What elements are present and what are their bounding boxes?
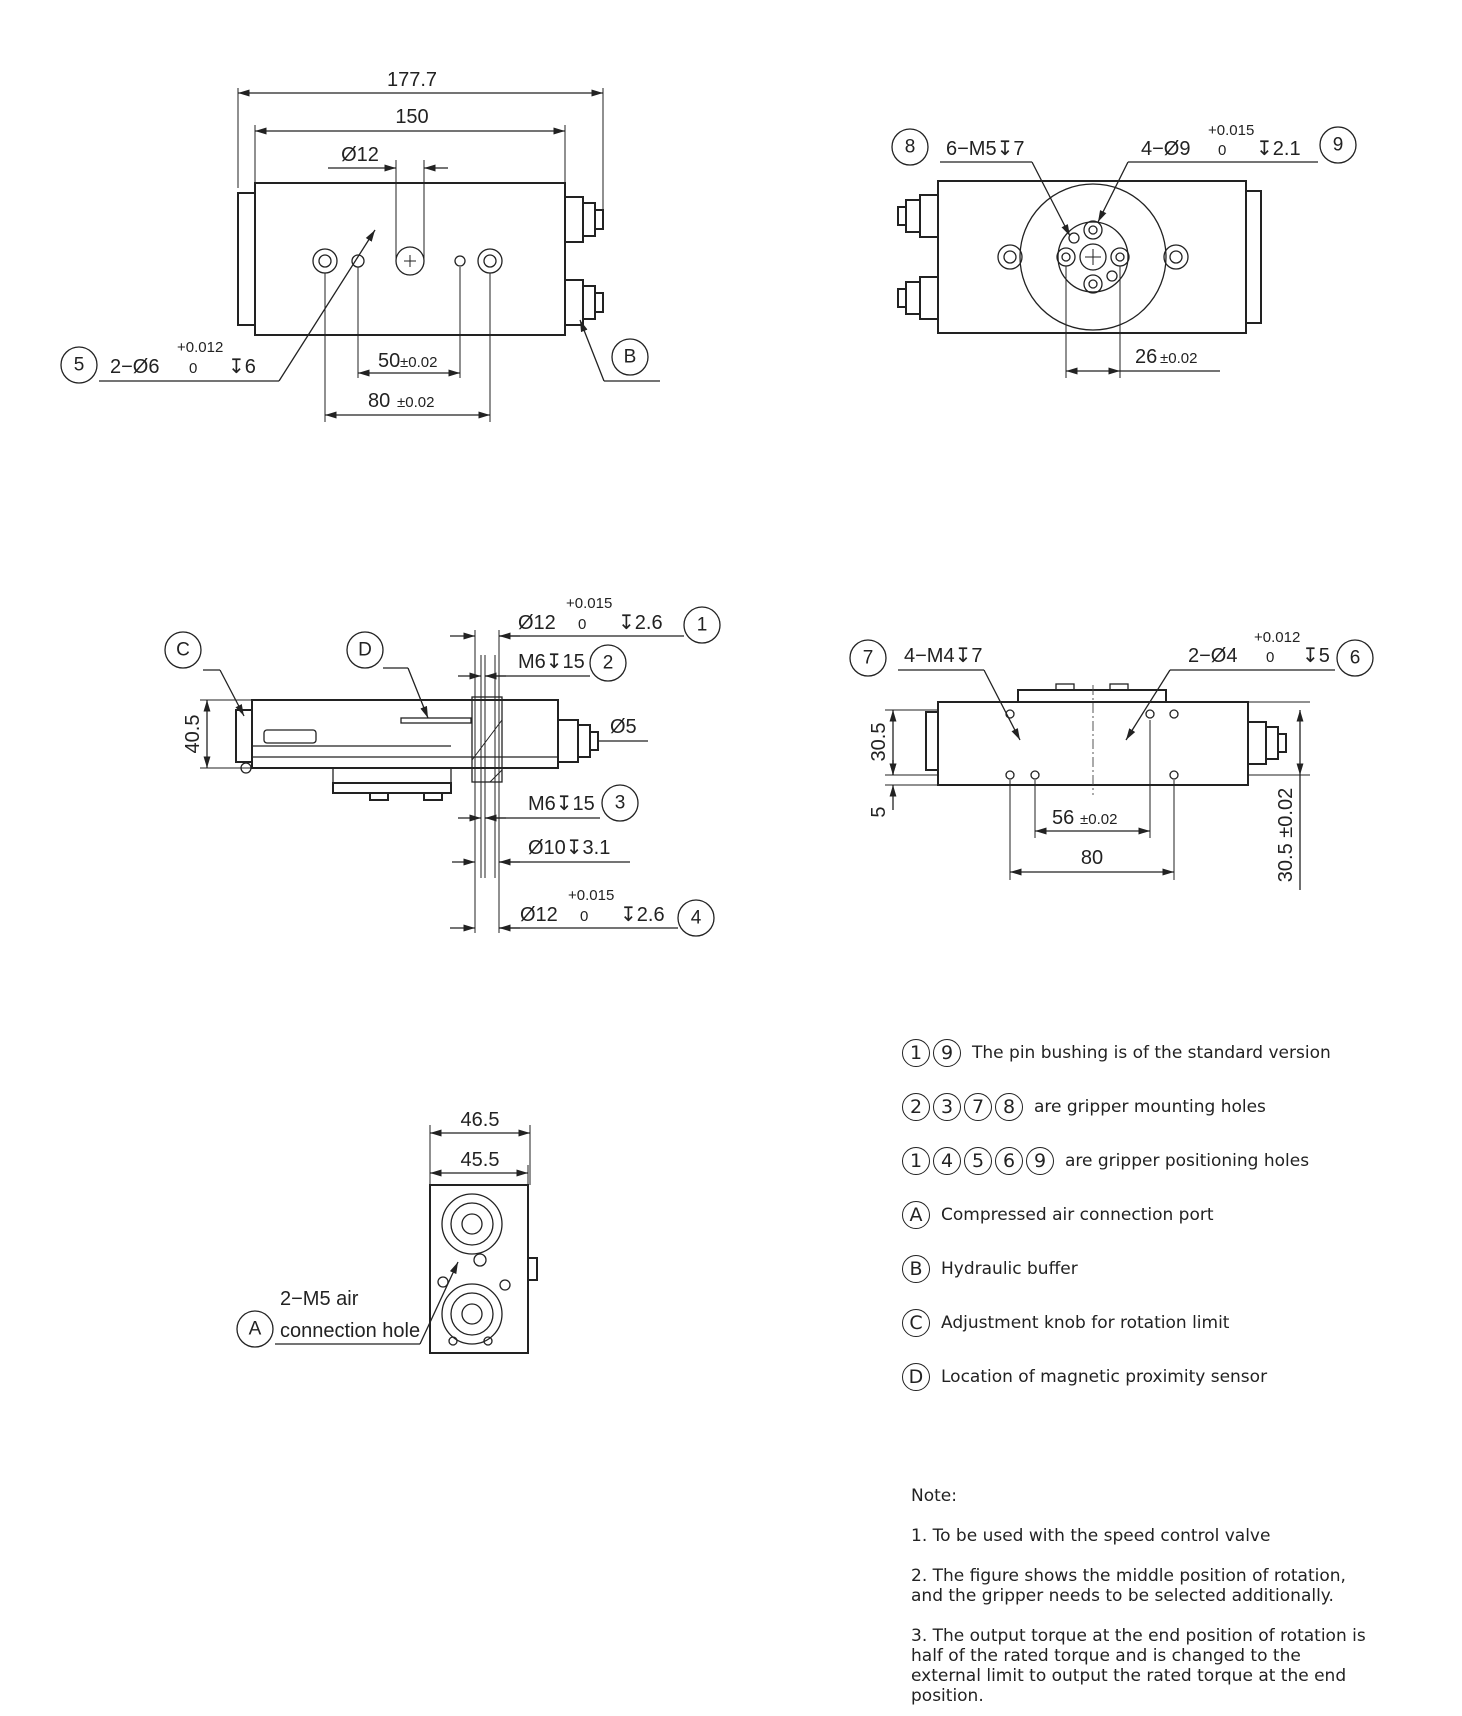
legend-marker: 9 xyxy=(1026,1147,1054,1175)
legend-text: Compressed air connection port xyxy=(941,1205,1214,1225)
callout-A xyxy=(237,1262,458,1347)
svg-text:9: 9 xyxy=(1332,134,1344,156)
legend-marker: 1 xyxy=(902,1039,930,1067)
callout-4-tol-upper: +0.015 xyxy=(568,887,615,904)
svg-text:3: 3 xyxy=(614,792,626,814)
dim-30-5-right: 30.5 ±0.02 xyxy=(1275,787,1297,883)
svg-text:C: C xyxy=(176,639,190,661)
callout-4-tol-lower: 0 xyxy=(580,908,589,925)
callout-5-tol-upper: +0.012 xyxy=(177,339,224,356)
legend-marker: A xyxy=(902,1201,930,1229)
legend-marker: B xyxy=(902,1255,930,1283)
side-view xyxy=(165,595,720,936)
svg-text:6: 6 xyxy=(1349,647,1361,669)
legend-marker: 4 xyxy=(933,1147,961,1175)
callout-1 xyxy=(450,595,720,643)
legend-row xyxy=(902,1254,1422,1284)
legend-marker: 5 xyxy=(964,1147,992,1175)
note-item-3: 3. The output torque at the end position of rotation is half of the rated torque and is changed to the external limit to output the rated torque at the end position. xyxy=(911,1626,1366,1706)
legend-marker: 3 xyxy=(933,1093,961,1121)
air-fitting-upper xyxy=(565,197,603,242)
legend-row xyxy=(902,1092,1422,1122)
svg-text:1: 1 xyxy=(696,614,708,636)
legend-marker: 9 xyxy=(933,1039,961,1067)
callout-5-tol-lower: 0 xyxy=(189,360,198,377)
callout-A-line1: 2−M5 air xyxy=(280,1288,359,1310)
side-view-body xyxy=(252,700,558,768)
legend-text: are gripper mounting holes xyxy=(1034,1097,1266,1117)
note-item-2: 2. The figure shows the middle position of rotation, and the gripper needs to be selected additionally. xyxy=(911,1566,1346,1606)
svg-text:7: 7 xyxy=(862,647,874,669)
callout-1-depth: ↧2.6 xyxy=(618,612,663,634)
legend-marker: D xyxy=(902,1363,930,1391)
callout-4-depth: ↧2.6 xyxy=(620,904,665,926)
top-view-endcap xyxy=(238,193,255,325)
callout-9-tol-lower: 0 xyxy=(1218,142,1227,159)
dim-46-5: 46.5 xyxy=(460,1109,500,1131)
legend xyxy=(902,1038,1422,1416)
dim-50: 50 xyxy=(378,350,401,372)
dim-5: 5 xyxy=(868,806,890,818)
dim-26-tol: ±0.02 xyxy=(1160,350,1198,367)
legend-text: Hydraulic buffer xyxy=(941,1259,1078,1279)
legend-marker: 7 xyxy=(964,1093,992,1121)
svg-text:2: 2 xyxy=(602,652,614,674)
callout-4-spec: Ø12 xyxy=(520,904,558,926)
legend-row xyxy=(902,1146,1422,1176)
legend-marker: 6 xyxy=(995,1147,1023,1175)
dim-56: 56 xyxy=(1052,807,1075,829)
legend-text: Location of magnetic proximity sensor xyxy=(941,1367,1268,1387)
bottom-view xyxy=(237,1109,537,1353)
callout-9-tol-upper: +0.015 xyxy=(1208,122,1255,139)
svg-text:D: D xyxy=(358,639,372,661)
front-view-fitting xyxy=(1248,722,1286,764)
dim-30-5-left: 30.5 xyxy=(868,722,890,762)
dim-dia-10-group xyxy=(452,837,630,862)
callout-4 xyxy=(450,887,714,936)
callout-A-line2: connection hole xyxy=(280,1320,421,1342)
svg-text:5: 5 xyxy=(73,354,85,376)
callout-7-spec: 4−M4↧7 xyxy=(904,645,983,667)
dim-50-tol: ±0.02 xyxy=(400,354,438,371)
legend-row xyxy=(902,1308,1422,1338)
legend-marker: 8 xyxy=(995,1093,1023,1121)
dim-80-tol: ±0.02 xyxy=(397,394,435,411)
callout-5-depth: ↧6 xyxy=(228,356,256,378)
dim-80-front: 80 xyxy=(1080,847,1104,869)
dim-dia-10: Ø10↧3.1 xyxy=(528,837,611,859)
dim-177-7: 177.7 xyxy=(386,69,438,91)
dim-40-5: 40.5 xyxy=(182,714,204,754)
callout-9-depth: ↧2.1 xyxy=(1256,138,1301,160)
end-view-fitting-upper xyxy=(898,195,938,237)
callout-6-spec: 2−Ø4 xyxy=(1188,645,1238,667)
callout-5-spec: 2−Ø6 xyxy=(110,356,160,378)
dim-26: 26 xyxy=(1135,346,1158,368)
dim-80: 80 xyxy=(368,390,391,412)
rotation-limit-knob xyxy=(236,710,252,762)
callout-6-tol-lower: 0 xyxy=(1266,649,1275,666)
callout-9-spec: 4−Ø9 xyxy=(1141,138,1191,160)
callout-B xyxy=(580,320,660,381)
end-view-fitting-lower xyxy=(898,277,938,319)
callout-C xyxy=(165,632,244,716)
callout-1-tol-upper: +0.015 xyxy=(566,595,613,612)
svg-text:4: 4 xyxy=(690,907,702,929)
air-fitting-lower xyxy=(565,280,603,325)
front-view xyxy=(850,629,1373,890)
note-item-1: 1. To be used with the speed control valve xyxy=(911,1526,1271,1546)
svg-text:A: A xyxy=(248,1318,262,1340)
legend-text: are gripper positioning holes xyxy=(1065,1151,1310,1171)
notes-heading: Note: xyxy=(911,1486,957,1506)
legend-row xyxy=(902,1200,1422,1230)
legend-marker: C xyxy=(902,1309,930,1337)
callout-1-spec: Ø12 xyxy=(518,612,556,634)
legend-row xyxy=(902,1362,1422,1392)
dim-dia-5: Ø5 xyxy=(610,716,637,738)
dim-dia-12: Ø12 xyxy=(341,144,379,166)
legend-row xyxy=(902,1038,1422,1068)
callout-6-tol-upper: +0.012 xyxy=(1254,629,1301,646)
side-view-fitting xyxy=(558,720,598,762)
callout-1-tol-lower: 0 xyxy=(578,616,587,633)
callout-3-spec: M6↧15 xyxy=(528,793,595,815)
svg-text:8: 8 xyxy=(904,136,916,158)
dim-150: 150 xyxy=(395,106,429,128)
legend-text: Adjustment knob for rotation limit xyxy=(941,1313,1230,1333)
dim-56-tol: ±0.02 xyxy=(1080,811,1118,828)
callout-6-depth: ↧5 xyxy=(1302,645,1330,667)
legend-text: The pin bushing is of the standard version xyxy=(972,1043,1331,1063)
legend-marker: 2 xyxy=(902,1093,930,1121)
callout-2 xyxy=(458,645,626,681)
end-view xyxy=(892,122,1356,378)
top-view xyxy=(61,69,660,422)
svg-text:B: B xyxy=(623,346,637,368)
callout-2-spec: M6↧15 xyxy=(518,651,585,673)
legend-marker: 1 xyxy=(902,1147,930,1175)
dim-45-5: 45.5 xyxy=(460,1149,500,1171)
callout-8-spec: 6−M5↧7 xyxy=(946,138,1025,160)
